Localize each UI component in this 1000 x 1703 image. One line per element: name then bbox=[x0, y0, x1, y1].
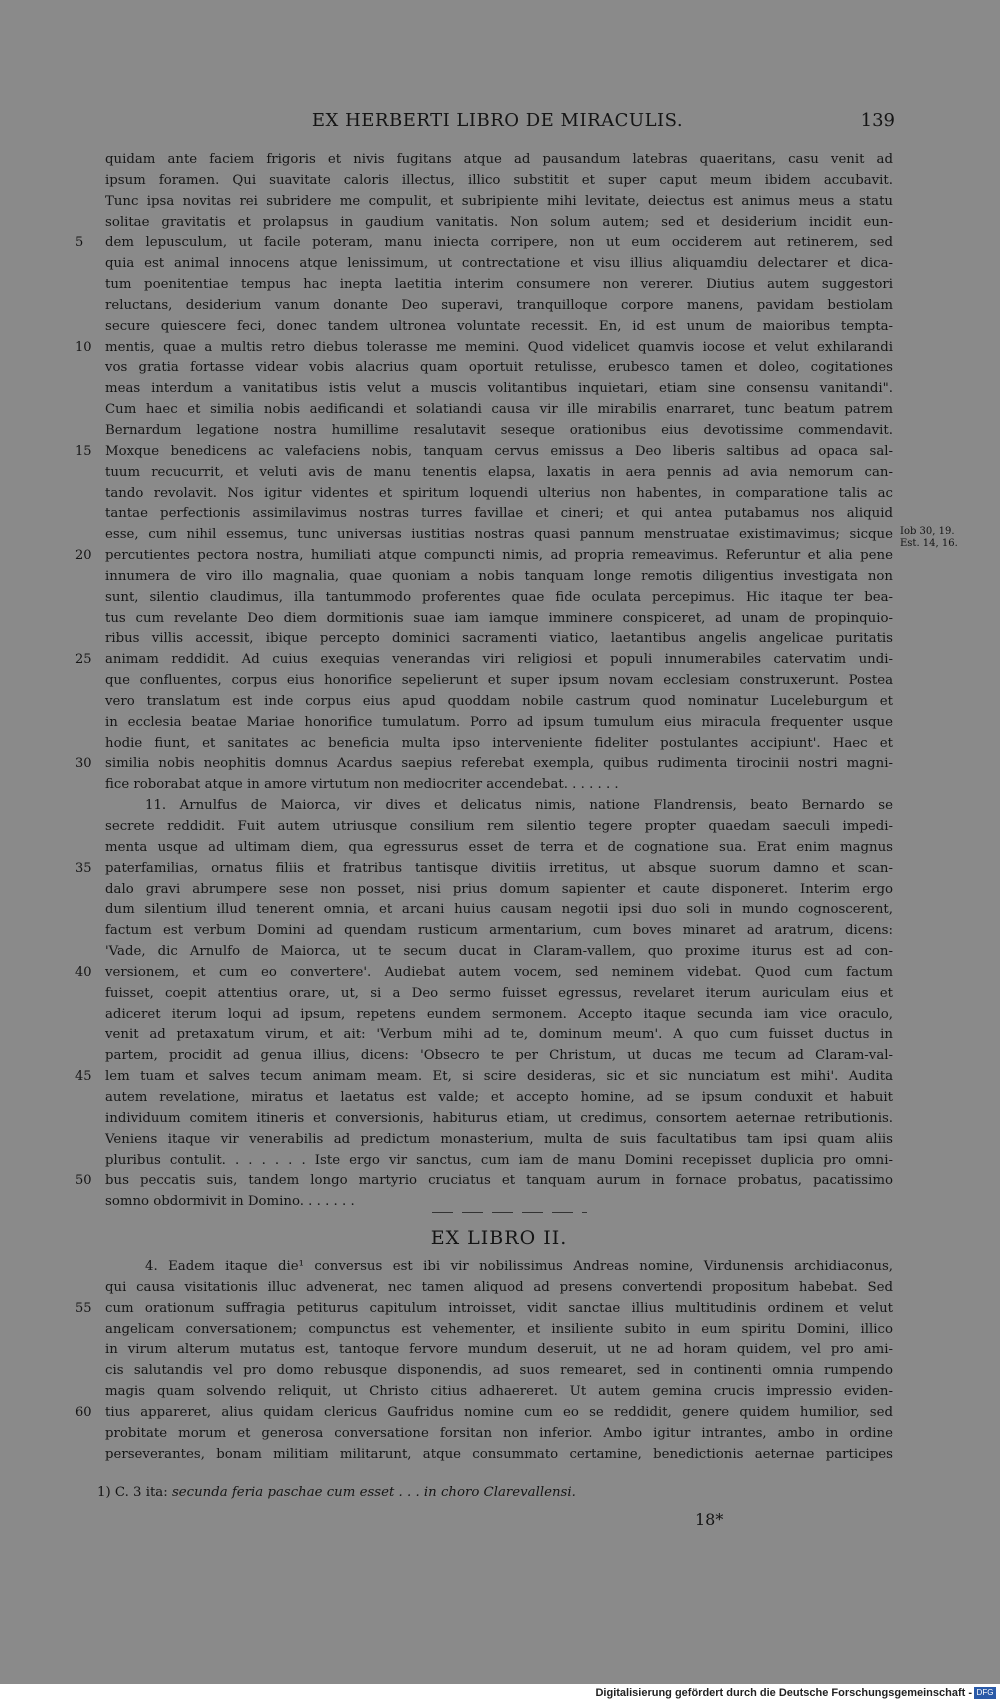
line-text: dum silentium illud tenerent omnia, et arcani huius causam negotii ipsi duo soli in mundo cognoscerent, bbox=[105, 902, 893, 918]
text-line bbox=[75, 233, 893, 254]
text-line bbox=[105, 317, 893, 338]
text-line bbox=[105, 1192, 893, 1213]
text-line bbox=[105, 588, 893, 609]
text-line bbox=[105, 1005, 893, 1026]
text-line bbox=[105, 692, 893, 713]
line-text: angelicam conversationem; compunctus est vehementer, et insiliente subito in eum spiritu Domini, illico bbox=[105, 1321, 893, 1337]
line-number: 60 bbox=[75, 1404, 92, 1420]
text-line bbox=[75, 650, 893, 671]
footer-credit: Digitalisierung gefördert durch die Deutsche Forschungsgemeinschaft - bbox=[595, 1687, 972, 1699]
text-line bbox=[105, 713, 893, 734]
text-line bbox=[105, 1257, 893, 1278]
line-text: percutientes pectora nostra, humiliati atque compuncti nimis, ad propria remeavimus. Referuntur et alia pene bbox=[105, 548, 893, 564]
footnote-text: secunda feria paschae cum esset . . . in choro Clarevallensi. bbox=[171, 1485, 576, 1500]
line-text: magis quam solvendo reliquit, ut Christo citius adhaereret. Ut autem gemina crucis impressio eviden- bbox=[105, 1384, 893, 1400]
line-number: 40 bbox=[75, 964, 92, 980]
page-number: 139 bbox=[860, 110, 895, 131]
line-text: Bernardum legatione nostra humillime resalutavit seseque orationibus eius devotissime commendavit. bbox=[105, 422, 893, 438]
line-text: similia nobis neophitis domnus Acardus saepius referebat exempla, quibus rudimenta tirocinii nostri magni- bbox=[105, 756, 893, 772]
line-number: 35 bbox=[75, 860, 92, 876]
text-line bbox=[105, 900, 893, 921]
line-text: vos gratia fortasse videar vobis alacrius quam oportuit retulisse, erubesco tamen et doleo, cogitationes bbox=[105, 360, 893, 376]
line-text: meas interdum a vanitatibus istis velut a muscis volitantibus inquietari, etiam sine consensu vanitandi". bbox=[105, 381, 893, 397]
line-text: paterfamilias, ornatus filiis et fratribus tantisque divitiis irretitus, ut absque suorum damno et scan- bbox=[105, 860, 893, 876]
text-line bbox=[105, 609, 893, 630]
text-line bbox=[105, 880, 893, 901]
text-line bbox=[105, 379, 893, 400]
text-line bbox=[105, 1130, 893, 1151]
text-line bbox=[105, 671, 893, 692]
margin-note-line: Iob 30, 19. bbox=[900, 526, 955, 537]
line-text: innumera de viro illo magnalia, quae quoniam a nobis tanquam longe remotis diligentius investigata non bbox=[105, 568, 893, 584]
text-line bbox=[105, 1424, 893, 1445]
line-text: Moxque benedicens ac valefaciens nobis, tanquam cervus emissus a Deo liberis saltibus ad opaca sal- bbox=[105, 443, 893, 459]
second-text-block bbox=[75, 1257, 893, 1465]
line-text: ipsum foramen. Qui suavitate caloris illectus, illico substitit et super caput meum ibidem accubavit. bbox=[105, 172, 893, 188]
footnote bbox=[97, 1485, 892, 1500]
text-line bbox=[105, 504, 893, 525]
text-line bbox=[105, 921, 893, 942]
text-line bbox=[105, 1151, 893, 1172]
line-text: cis salutandis vel pro domo rebusque disponendis, ad suos remearet, sed in continenti omnia rumpendo bbox=[105, 1363, 893, 1379]
text-line bbox=[105, 734, 893, 755]
signature-mark: 18* bbox=[695, 1510, 724, 1529]
line-text: fice roborabat atque in amore virtutum non mediocriter accendebat. . . . . . . bbox=[105, 777, 619, 793]
line-text: hodie fiunt, et sanitates ac beneficia multa ipso interveniente fideliter postulantes accipiunt'. Haec et bbox=[105, 735, 893, 751]
line-text: tum poenitentiae tempus hac inepta laetitia interim consumere non vererer. Diutius autem suggestori bbox=[105, 277, 893, 293]
line-text: sunt, silentio claudimus, illa tantummodo proferentes quae fide oculata percepimus. Hic itaque ter bea- bbox=[105, 589, 893, 605]
line-text: 11. Arnulfus de Maiorca, vir dives et delicatus nimis, natione Flandrensis, beato Bernardo se bbox=[145, 798, 893, 814]
line-text: tius appareret, alius quidam clericus Gaufridus nomine cum eo se reddidit, genere quidem humilior, sed bbox=[105, 1404, 893, 1420]
line-text: secrete reddidit. Fuit autem utriusque consilium rem silentio tegere propter quaedam saeculi impedi- bbox=[105, 819, 893, 834]
line-text: vero translatum est inde corpus eius apud quoddam nobile castrum quod nominatur Luceleburgum et bbox=[105, 693, 893, 709]
text-line bbox=[105, 796, 893, 817]
margin-note bbox=[900, 526, 970, 550]
line-text: quidam ante faciem frigoris et nivis fugitans atque ad pausandum latebras quaeritans, casu venit ad bbox=[105, 152, 893, 167]
line-text: tus cum revelante Deo diem dormitionis suae iam iamque imminere conspiceret, ad unam de propinquio- bbox=[105, 610, 893, 626]
line-text: que confluentes, corpus eius honorifice sepelierunt et super ipsum novam ecclesiam construxerunt. Postea bbox=[105, 673, 893, 689]
line-text: fuisset, coepit attentius orare, ut, si a Deo sermo fuisset egressus, revelaret iterum auriculam eius et bbox=[105, 985, 893, 1001]
text-line bbox=[105, 1088, 893, 1109]
line-text: esse, cum nihil essemus, tunc universas iustitias nostras quasi pannum menstruatae existimavimus; sicque bbox=[105, 527, 893, 543]
text-line bbox=[105, 1025, 893, 1046]
text-line bbox=[75, 1171, 893, 1192]
text-line bbox=[105, 567, 893, 588]
text-line bbox=[75, 963, 893, 984]
line-number: 30 bbox=[75, 756, 92, 772]
text-line bbox=[75, 1403, 893, 1424]
section-heading: EX LIBRO II. bbox=[430, 1227, 568, 1249]
line-text: animam reddidit. Ad cuius exequias venerandas viri religiosi et populi innumerabiles catervatim undi- bbox=[105, 652, 893, 668]
line-text: Veniens itaque vir venerabilis ad predictum monasterium, multa de suis facultatibus tam ipsi quam aliis bbox=[105, 1131, 893, 1147]
text-line bbox=[105, 213, 893, 234]
margin-note-line: Est. 14, 16. bbox=[900, 538, 958, 549]
line-text: solitae gravitatis et prolapsus in gaudium vanitatis. Non solum autem; sed et desiderium incidit eun- bbox=[105, 214, 893, 230]
text-line bbox=[75, 442, 893, 463]
text-line bbox=[75, 1299, 893, 1320]
text-line bbox=[105, 275, 893, 296]
page-header bbox=[100, 110, 895, 140]
text-line bbox=[105, 525, 893, 546]
line-text: menta usque ad ultimam diem, qua egressurus esset de terra et de cognatione sua. Erat enim magnus bbox=[105, 839, 893, 855]
text-line bbox=[105, 171, 893, 192]
text-line bbox=[105, 296, 893, 317]
text-line bbox=[105, 358, 893, 379]
line-text: bus peccatis suis, tandem longo martyrio cruciatus et tanquam aurum in fornace probatus, pacatissimo bbox=[105, 1173, 893, 1189]
line-text: qui causa visitationis illuc advenerat, nec tamen aliquod ad presens convertendi propositum habebat. Sed bbox=[105, 1279, 893, 1295]
text-line bbox=[75, 338, 893, 359]
text-line bbox=[105, 1361, 893, 1382]
text-line bbox=[105, 150, 893, 171]
text-line bbox=[105, 463, 893, 484]
line-text: 'Vade, dic Arnulfo de Maiorca, ut te secum ducat in Claram-vallem, quo proxime iturus est ad con- bbox=[105, 944, 893, 960]
text-line bbox=[105, 1382, 893, 1403]
text-line bbox=[105, 838, 893, 859]
line-text: autem revelatione, miratus et laetatus est valde; et accepto homine, ad se ipsum conduxit et habuit bbox=[105, 1089, 893, 1105]
line-text: individuum comitem itineris et conversionis, habiturus etiam, ut credimus, consortem aeternae retributionis. bbox=[105, 1110, 893, 1126]
line-text: in ecclesia beatae Mariae honorifice tumulatum. Porro ad ipsum tumulum eius miracula frequenter usque bbox=[105, 714, 893, 730]
line-text: partem, procidit ad genua illius, dicens: 'Obsecro te per Christum, ut ducas me tecum ad Claram-val- bbox=[105, 1048, 893, 1064]
text-line bbox=[105, 1340, 893, 1361]
line-number: 15 bbox=[75, 443, 92, 459]
line-text: versionem, et cum eo convertere'. Audiebat autem vocem, sed neminem videbat. Quod cum factum bbox=[105, 964, 893, 980]
line-text: in virum alterum mutatus est, tantoque fervore mundum deseruit, ut ne ad horam quidem, vel pro ami- bbox=[105, 1342, 893, 1358]
line-text: pluribus contulit. . . . . . . Iste ergo vir sanctus, cum iam de manu Domini recepisset duplicia pro omni- bbox=[105, 1152, 893, 1168]
line-text: Tunc ipsa novitas rei subridere me compulit, et subripiente mihi levitate, deiectus est animus meus a statu bbox=[105, 193, 893, 209]
line-text: 4. Eadem itaque die¹ conversus est ibi vir nobilissimus Andreas nomine, Virdunensis archidiaconus, bbox=[145, 1259, 893, 1274]
text-line bbox=[105, 984, 893, 1005]
line-text: tuum recucurrit, et veluti avis de manu tenentis elapsa, laxatis in aera pennis ad avia nemorum can- bbox=[105, 464, 893, 480]
line-number: 20 bbox=[75, 548, 92, 564]
line-text: probitate morum et generosa conversatione forsitan non inferior. Ambo igitur intrantes, ambo in ordine bbox=[105, 1425, 893, 1441]
text-line bbox=[105, 484, 893, 505]
text-line bbox=[105, 400, 893, 421]
line-text: dem lepusculum, ut facile poteram, manu iniecta corripere, non ut eum occiderem aut retinerem, sed bbox=[105, 235, 893, 251]
section-divider bbox=[432, 1212, 587, 1214]
line-number: 5 bbox=[75, 235, 84, 251]
line-text: secure quiescere feci, donec tandem ultronea voluntate recessit. En, id est unum de maioribus tempta- bbox=[105, 318, 893, 334]
line-text: ribus villis accessit, ibique percepto dominici sacramenti viatico, laetantibus angelis angelicae puritatis bbox=[105, 631, 893, 647]
text-line bbox=[105, 1445, 893, 1466]
line-number: 55 bbox=[75, 1300, 92, 1316]
line-number: 25 bbox=[75, 652, 92, 668]
line-text: adiceret iterum loqui ad ipsum, repetens eundem sermonem. Accepto itaque secunda iam vice oraculo, bbox=[105, 1006, 893, 1022]
line-text: venit ad pretaxatum virum, et ait: 'Verbum mihi ad te, dominum meum'. A quo cum fuisset ductus in bbox=[105, 1027, 893, 1043]
text-line bbox=[75, 859, 893, 880]
footnote-marker: 1) C. 3 ita: bbox=[97, 1485, 168, 1500]
text-line bbox=[105, 421, 893, 442]
text-line bbox=[75, 546, 893, 567]
line-text: lem tuam et salves tecum animam meam. Et, si scire desideras, sic et sic nunciatum est mihi'. Audita bbox=[105, 1069, 893, 1085]
line-text: quia est animal innocens atque lenissimum, ut contrectatione et visu illius aliquamdiu delectarer et dica- bbox=[105, 256, 893, 272]
text-line bbox=[105, 1278, 893, 1299]
text-line bbox=[105, 1046, 893, 1067]
running-title: EX HERBERTI LIBRO DE MIRACULIS. bbox=[311, 110, 684, 131]
line-text: tantae perfectionis assimilavimus nostras turres favillae et cineri; et qui antea putabamus nos aliquid bbox=[105, 506, 893, 522]
line-text: dalo gravi abrumpere sese non posset, nisi prius domum sapienter et caute disponeret. Interim ergo bbox=[105, 881, 893, 897]
line-text: perseverantes, bonam militiam militarunt, atque consummato certamine, benedictionis aeternae participes bbox=[105, 1446, 893, 1462]
line-text: mentis, quae a multis retro diebus tolerasse me memini. Quod videlicet quamvis iocose et velut exhilarandi bbox=[105, 339, 893, 355]
line-text: factum est verbum Domini ad quendam rusticum armentarium, cum boves minaret ad aratrum, dicens: bbox=[105, 923, 893, 939]
line-number: 50 bbox=[75, 1173, 92, 1189]
text-line bbox=[105, 1109, 893, 1130]
line-text: cum orationum suffragia petiturus capitulum introisset, vidit sanctae illius multitudinis ordinem et velut bbox=[105, 1300, 893, 1316]
line-text: Cum haec et similia nobis aedificandi et solatiandi causa vir ille mirabilis enarraret, tunc beatum patrem bbox=[105, 402, 893, 418]
text-line bbox=[105, 942, 893, 963]
text-line bbox=[75, 1067, 893, 1088]
text-line bbox=[105, 817, 893, 838]
text-line bbox=[75, 754, 893, 775]
footer-bar bbox=[0, 1684, 1000, 1703]
text-line bbox=[105, 254, 893, 275]
line-number: 10 bbox=[75, 339, 92, 355]
line-text: somno obdormivit in Domino. . . . . . . bbox=[105, 1194, 355, 1210]
line-number: 45 bbox=[75, 1069, 92, 1085]
main-text-block bbox=[75, 150, 893, 1213]
text-line bbox=[105, 629, 893, 650]
text-line bbox=[105, 775, 893, 796]
line-text: tando revolavit. Nos igitur videntes et spiritum loquendi ulterius non habentes, in comparatione talis ac bbox=[105, 485, 893, 501]
text-line bbox=[105, 192, 893, 213]
dfg-logo: DFG bbox=[974, 1687, 996, 1699]
text-line bbox=[105, 1320, 893, 1341]
line-text: reluctans, desiderium vanum donante Deo superavi, tranquilloque corpore manens, pavidam bestiolam bbox=[105, 297, 893, 313]
